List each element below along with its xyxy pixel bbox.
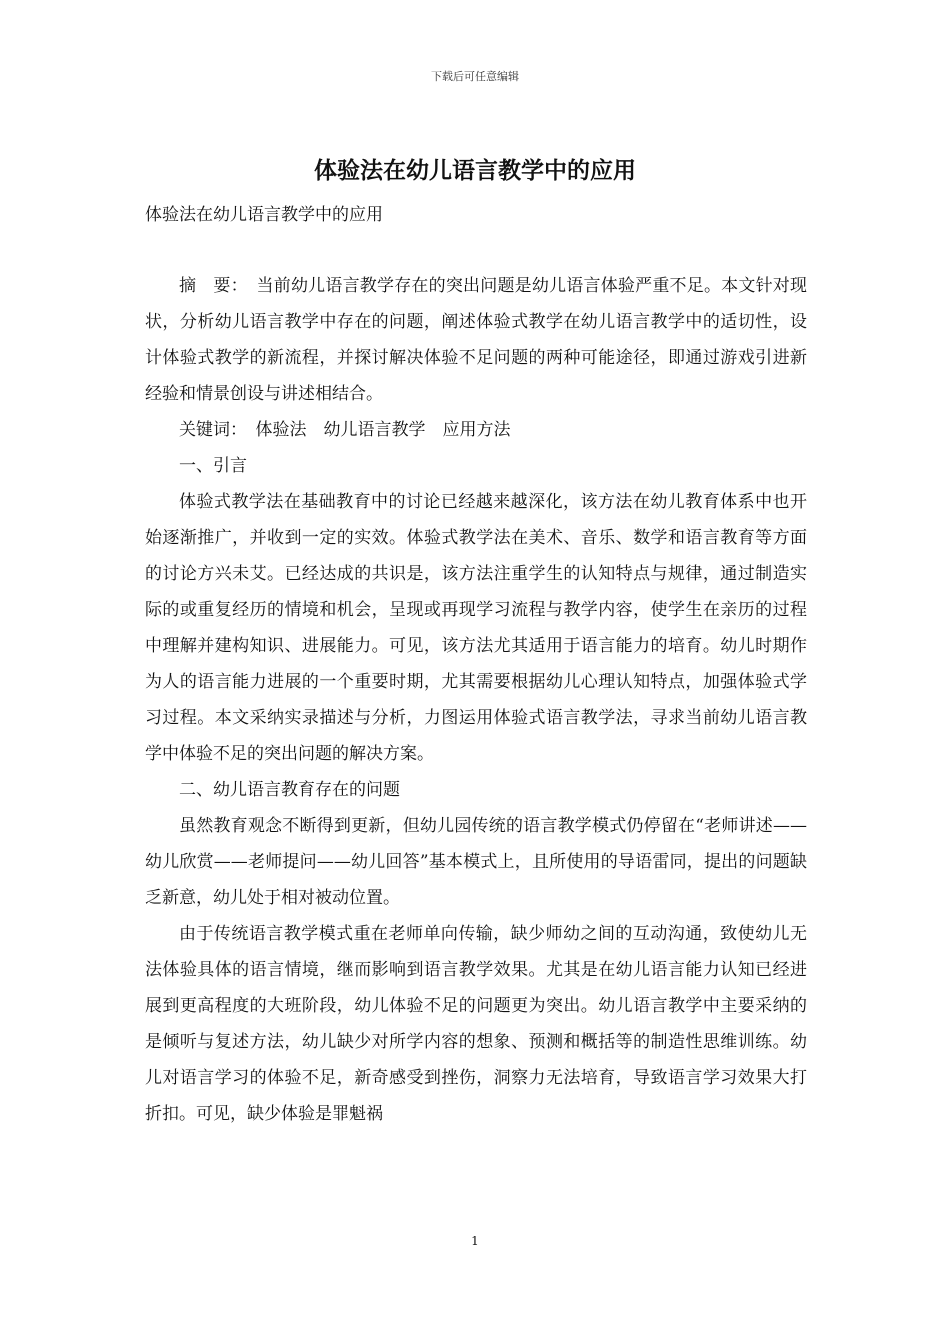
document-body bbox=[145, 268, 807, 1132]
introduction-paragraph: 体验式教学法在基础教育中的讨论已经越来越深化，该方法在幼儿教育体系中也开始逐渐推广，并收到一定的实效。体验式教学法在美术、音乐、数学和语言教育等方面的讨论方兴未艾。已经达成的共识是，该方法注重学生的认知特点与规律，通过制造实际的或重复经历的情境和机会，呈现或再现学习流程与教学内容，使学生在亲历的过程中理解并建构知识、进展能力。可见，该方法尤其适用于语言能力的培育。幼儿时期作为人的语言能力进展的一个重要时期，尤其需要根据幼儿心理认知特点，加强体验式学习过程。本文采纳实录描述与分析，力图运用体验式语言教学法，寻求当前幼儿语言教学中体验不足的突出问题的解决方案。 bbox=[145, 492, 807, 764]
document-title: 体验法在幼儿语言教学中的应用 bbox=[314, 157, 636, 184]
page-number: 1 bbox=[471, 1234, 479, 1248]
section-heading-introduction: 一、引言 bbox=[179, 456, 247, 476]
problems-paragraph-1: 虽然教育观念不断得到更新，但幼儿园传统的语言教学模式仍停留在“老师讲述——幼儿欣赏——老师提问——幼儿回答”基本模式上，且所使用的导语雷同，提出的问题缺乏新意，幼儿处于相对被动位置。 bbox=[145, 816, 807, 908]
problems-paragraph-2: 由于传统语言教学模式重在老师单向传输，缺少师幼之间的互动沟通，致使幼儿无法体验具体的语言情境，继而影响到语言教学效果。尤其是在幼儿语言能力认知已经进展到更高程度的大班阶段，幼儿体验不足的问题更为突出。幼儿语言教学中主要采纳的是倾听与复述方法，幼儿缺少对所学内容的想象、预测和概括等的制造性思维训练。幼儿对语言学习的体验不足，新奇感受到挫伤，洞察力无法培育，导致语言学习效果大打折扣。可见，缺少体验是罪魁祸 bbox=[145, 924, 807, 1124]
section-heading-problems: 二、幼儿语言教育存在的问题 bbox=[179, 780, 400, 800]
abstract-paragraph: 摘 要： 当前幼儿语言教学存在的突出问题是幼儿语言体验严重不足。本文针对现状，分析幼儿语言教学中存在的问题，阐述体验式教学在幼儿语言教学中的适切性，设计体验式教学的新流程，并探讨解决体验不足问题的两种可能途径，即通过游戏引进新经验和情景创设与讲述相结合。 bbox=[145, 276, 807, 404]
keywords-paragraph: 关键词： 体验法 幼儿语言教学 应用方法 bbox=[179, 420, 511, 440]
document-subtitle: 体验法在幼儿语言教学中的应用 bbox=[145, 205, 383, 225]
page-header-note: 下载后可任意编辑 bbox=[431, 70, 519, 83]
